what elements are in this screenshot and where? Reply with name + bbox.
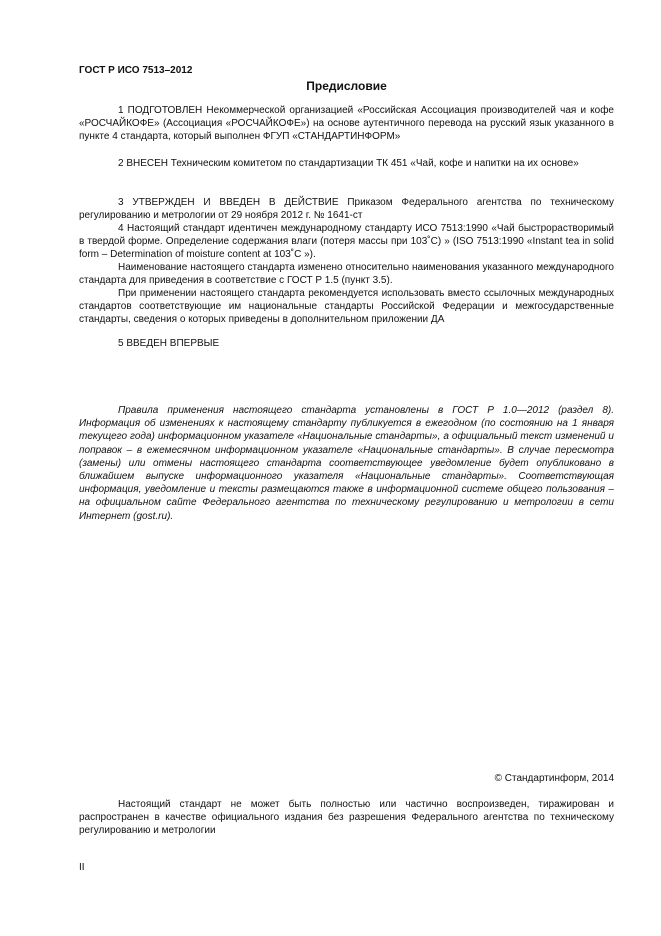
section-item-1 [79,104,614,143]
item-4-name-change-text: Наименование настоящего стандарта изменено относительно наименования указанного международного стандарта для приведения в соответствие с ГОСТ Р 1.5 (пункт 3.5). [79,262,614,286]
item-5-text: 5 ВВЕДЕН ВПЕРВЫЕ [118,338,220,349]
page-number: II [79,862,85,873]
page-title: Предисловие [306,79,387,93]
item-1-text: 1 ПОДГОТОВЛЕН Некоммерческой организацией «Российская Ассоциация производителей чая и кофе «РОСЧАЙКОФЕ» (Ассоциация «РОСЧАЙКОФЕ») на основе аутентичного перевода на русский язык указанного в пункте 4 стандарта, который выполнен ФГУП «СТАНДАРТИНФОРМ» [79,105,614,142]
reproduction-notice-text: Настоящий стандарт не может быть полностью или частично воспроизведен, тиражирован и распространен в качестве официального издания без разрешения Федерального агентства по техническому регулированию и метрологии [79,799,614,836]
item-2-text: 2 ВНЕСЕН Техническим комитетом по стандартизации ТК 451 «Чай, кофе и напитки на их основе» [118,158,579,169]
copyright: © Стандартинформ, 2014 [494,773,614,784]
reproduction-notice [79,798,614,837]
document-code: ГОСТ Р ИСО 7513–2012 [79,65,193,76]
rules-notice-text: Правила применения настоящего стандарта установлены в ГОСТ Р 1.0—2012 (раздел 8). Информация об изменениях к настоящему стандарту публикуется в ежегодном (по состоянию на 1 января текущего года) информационном указателе «Национальные стандарты», а официальный текст изменений и поправок – в ежемесячном информационном указателе «Национальные стандарты». В случае пересмотра (замены) или отмены настоящего стандарта соответствующее уведомление будет опубликовано в ближайшем выпуске информационного указателя «Национальные стандарты». Соответствующая информация, уведомление и тексты размещаются также в информационной системе общего пользования – на официальном сайте Федерального агентства по техническому регулированию и метрологии в сети Интернет (gost.ru). [79,405,614,522]
item-3-text: 3 УТВЕРЖДЕН И ВВЕДЕН В ДЕЙСТВИЕ Приказом Федерального агентства по техническому регулированию и метрологии от 29 ноября 2012 г. № 1641-ст [79,197,614,221]
section-items-3-4 [79,196,614,326]
item-4-refs-text: При применении настоящего стандарта рекомендуется использовать вместо ссылочных международных стандартов соответствующие им национальные стандарты Российской Федерации и межгосударственные стандарты, сведения о которых приведены в дополнительном приложении ДА [79,288,614,325]
rules-notice [79,404,614,523]
section-item-2 [79,157,614,170]
section-item-5 [79,337,614,350]
item-4-text: 4 Настоящий стандарт идентичен международному стандарту ИСО 7513:1990 «Чай быстрорастворимый в твердой форме. Определение содержания влаги (потеря массы при 103˚С) » (ISO 7513:1990 «Instant tea in solid form – Determination of moisture content at 103˚С »). [79,223,614,260]
